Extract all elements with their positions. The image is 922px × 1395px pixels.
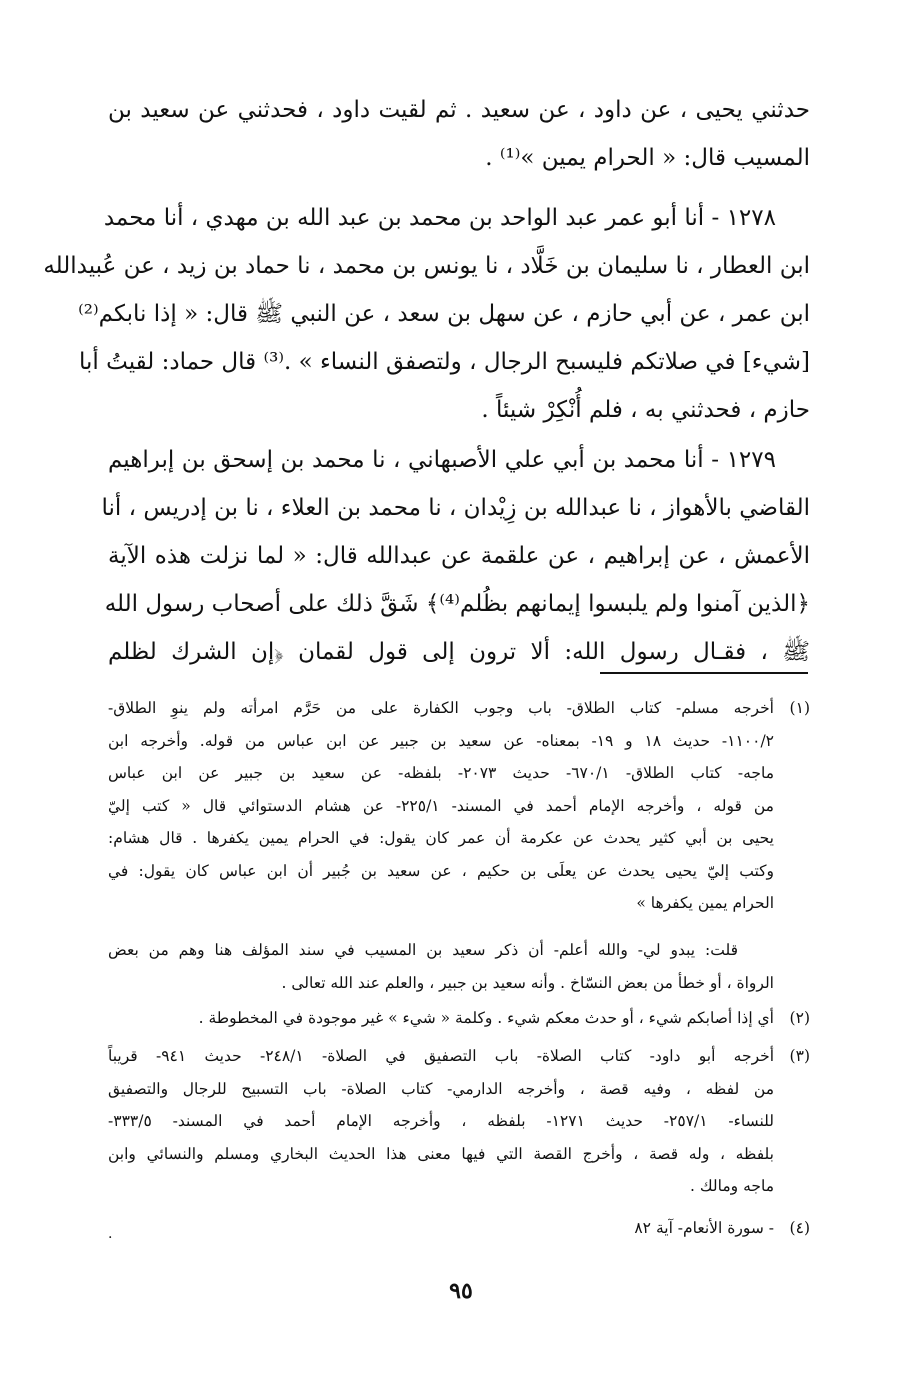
- footnote-line: بلفظه ، وله قصة ، وأخرج القصة التي فيها معنى هذا الحديث البخاري ومسلم والنسائي وابن: [108, 1144, 774, 1163]
- text-line: ١٢٧٨ - أنا أبو عمر عبد الواحد بن محمد بن عبد الله بن مهدي ، أنا محمد: [103, 205, 776, 231]
- text-line: المسيب قال: « الحرام يمين »⁽¹⁾ .: [485, 145, 810, 171]
- footnote-line: أخرجه مسلم- كتاب الطلاق- باب وجوب الكفارة على من حَرَّم امرأته ولم ينوِ الطلاق-: [108, 699, 774, 717]
- footnote-3: [108, 1040, 810, 1203]
- text-line: ابن العطار ، نا سليمان بن خَلَّاد ، نا يونس بن محمد ، نا حماد بن زيد ، عن عُبيدالله: [43, 253, 810, 279]
- footnote-number: (٣): [789, 1047, 810, 1065]
- footnote-2: [108, 1002, 810, 1035]
- footnote-line: الحرام يمين يكفرها »: [636, 894, 774, 912]
- footnote-1-note: [108, 934, 810, 999]
- text-line: ﷺ ، فقـال رسول الله: ألا ترون إلى قول لقمان ﴿إن الشرك لظلم: [108, 639, 810, 665]
- footnote-line: من لفظه ، وفيه قصة ، وأخرجه الدارمي- كتاب الصلاة- باب التسبيح للرجال والتصفيق: [108, 1079, 774, 1098]
- footnote-line: وكتب إليّ يحيى يحدث عن يعلَى بن حكيم ، عن سعيد بن جُبير أن ابن عباس كان يقول: في: [108, 861, 774, 880]
- footnote-number: (٢): [789, 1009, 810, 1027]
- footnote-line: يحيى بن أبي كثير يحدث عن عكرمة أن عمر كان يقول: في الحرام يمين يكفرها . قال هشام:: [108, 829, 774, 847]
- paragraph-continuation: [108, 86, 810, 182]
- footnote-line: من قوله ، وأخرجه الإمام أحمد في المسند- ٢٢٥/١- عن هشام الدستوائي قال « كتب إليّ: [108, 796, 774, 815]
- stray-mark: .: [108, 1226, 113, 1242]
- text-line: ١٢٧٩ - أنا محمد بن أبي علي الأصبهاني ، نا محمد بن إسحق بن إبراهيم: [108, 447, 776, 473]
- hadith-1278: [43, 194, 810, 434]
- text-line: ابن عمر ، عن أبي حازم ، عن سهل بن سعد ، عن النبي ﷺ قال: « إذا نابكم⁽²⁾: [78, 301, 810, 327]
- footnote-line: للنساء- ٢٥٧/١- حديث ١٢٧١- بلفظه ، وأخرجه الإمام أحمد في المسند- ٣٣٣/٥-: [108, 1112, 774, 1130]
- footnote-1: [108, 692, 810, 920]
- text-line: القاضي بالأهواز ، نا عبدالله بن زِيْدان ، نا محمد بن العلاء ، نا بن إدريس ، أنا: [101, 495, 810, 521]
- text-line: حدثني يحيى ، عن داود ، عن سعيد . ثم لقيت داود ، فحدثني عن سعيد بن: [108, 97, 810, 123]
- footnote-line: الرواة ، أو خطأ من بعض النسّاخ . وأنه سعيد بن جبير ، والعلم عند الله تعالى .: [281, 973, 774, 992]
- footnote-line: أي إذا أصابكم شيء ، أو حدث معكم شيء . وكلمة « شيء » غير موجودة في المخطوطة .: [198, 1009, 774, 1027]
- footnote-number: (٤): [789, 1219, 810, 1237]
- footnote-number: (١): [789, 699, 810, 717]
- footnote-line: ماجه ومالك .: [690, 1177, 774, 1195]
- footnote-line: أخرجه أبو داود- كتاب الصلاة- باب التصفيق في الصلاة- ٢٤٨/١- حديث ٩٤١- قريباً: [108, 1047, 775, 1065]
- text-line: حازم ، فحدثني به ، فلم أُنْكِرْ شيئاً .: [481, 397, 810, 423]
- footnote-line: - سورة الأنعام- آية ٨٢: [634, 1219, 774, 1237]
- footnote-line: قلت: يبدو لي- والله أعلم- أن ذكر سعيد بن المسيب في سند المؤلف هنا وهم من بعض: [108, 941, 738, 959]
- page-number: ٩٥: [449, 1278, 473, 1304]
- footnote-4: [108, 1212, 810, 1245]
- footnote-line: ١١٠٠/٢- حديث ١٨ و ١٩- بمعناه- عن سعيد بن جبير عن ابن عباس من قوله. وأخرجه ابن: [108, 731, 774, 750]
- text-line: [شيء] في صلاتكم فليسبح الرجال ، ولتصفق النساء » .⁽³⁾ قال حماد: لقيتُ أبا: [79, 349, 810, 375]
- footnote-line: ماجه- كتاب الطلاق- ٦٧٠/١- حديث ٢٠٧٣- بلفظه- عن سعيد بن جبير عن ابن عباس: [108, 764, 775, 782]
- footnote-separator: [600, 672, 808, 674]
- hadith-1279: [101, 436, 810, 676]
- text-line: ﴿الذين آمنوا ولم يلبسوا إيمانهم بظُلم⁽⁴⁾﴾ شَقَّ ذلك على أصحاب رسول الله: [104, 591, 810, 617]
- text-line: الأعمش ، عن إبراهيم ، عن علقمة عن عبدالله قال: « لما نزلت هذه الآية: [108, 543, 810, 569]
